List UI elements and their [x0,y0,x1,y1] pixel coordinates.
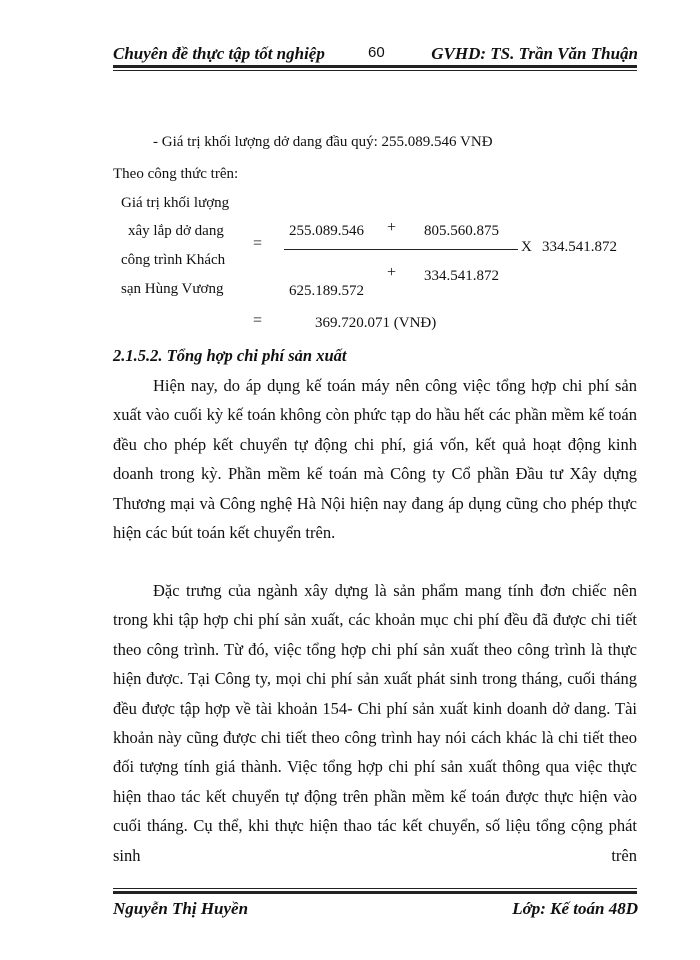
footer-rule-thin [113,888,637,889]
paragraph-2 [113,576,637,870]
header-right: GVHD: TS. Trần Văn Thuận [431,44,638,63]
denominator-a: 625.189.572 [289,283,364,299]
header-left: Chuyên đề thực tập tốt nghiệp [113,44,325,63]
plus-top: + [387,219,397,236]
plus-bottom: + [387,264,397,281]
numerator-a: 255.089.546 [289,223,364,239]
paragraph-2-text: Đặc trưng của ngành xây dựng là sản phẩm mang tính đơn chiếc nên trong khi tập hợp chi phí sản xuất, các khoản mục chi phí đều đã được chi tiết theo công trình. Từ đó, việc tổng hợp chi phí sản xuất theo công trình là thực hiện được. Tại Công ty, mọi chi phí sản xuất phát sinh trong tháng, cuối tháng đều được tập hợp về tài khoản 154- Chi phí sản xuất kinh doanh dở dang. Tài khoản này cũng được chi tiết theo công trình hay nói cách khác là chi tiết theo đối tượng tính giá thành. Việc tổng hợp chi phí sản xuất thông qua việc thực hiện thao tác kết chuyển tự động trên phần mềm kế toán được thực hiện vào cuối tháng. Cụ thể, khi thực hiện thao tác kết chuyển, số liệu tổng cộng phát sinh trên [113,581,637,865]
formula-label-line-3: công trình Khách [121,252,226,268]
times-sign: X [521,239,532,255]
paragraph-1-text: Hiện nay, do áp dụng kế toán máy nên công việc tổng hợp chi phí sản xuất vào cuối kỳ kế toán không còn phức tạp do hầu hết các phần mềm kế toán đều cho phép kết chuyển tự động chi phí, giá vốn, kết quả hoạt động kinh doanh trong kỳ. Phần mềm kế toán mà Công ty Cổ phần Đầu tư Xây dựng Thương mại và Công nghệ Hà Nội hiện nay đang áp dụng cũng cho phép thực hiện các bút toán kết chuyển trên. [113,376,637,543]
result-equals: = [253,312,263,329]
footer-left: Nguyễn Thị Huyền [113,899,249,918]
formula-lead: Theo công thức trên: [113,166,239,182]
paragraph-1 [113,371,637,547]
formula-label-line-1: Giá trị khối lượng [121,195,230,211]
denominator-b: 334.541.872 [424,268,499,284]
intro-line: - Giá trị khối lượng dở dang đầu quý: 255.089.546 VNĐ [153,134,493,150]
formula-result: 369.720.071 (VNĐ) [315,315,437,331]
formula-label-line-2: xây lắp dở dang [128,223,224,239]
header-rule-thin [113,70,637,71]
formula-label-line-4: sạn Hùng Vương [121,281,224,297]
formula-equals: = [253,235,263,252]
fraction-bar [284,249,518,250]
page-number: 60 [368,44,385,61]
footer-rule [113,891,637,894]
numerator-b: 805.560.875 [424,223,499,239]
header-rule [113,65,637,68]
footer-right: Lớp: Kế toán 48D [512,899,638,918]
multiplier: 334.541.872 [542,239,617,255]
section-heading: 2.1.5.2. Tổng hợp chi phí sản xuất [113,346,347,365]
